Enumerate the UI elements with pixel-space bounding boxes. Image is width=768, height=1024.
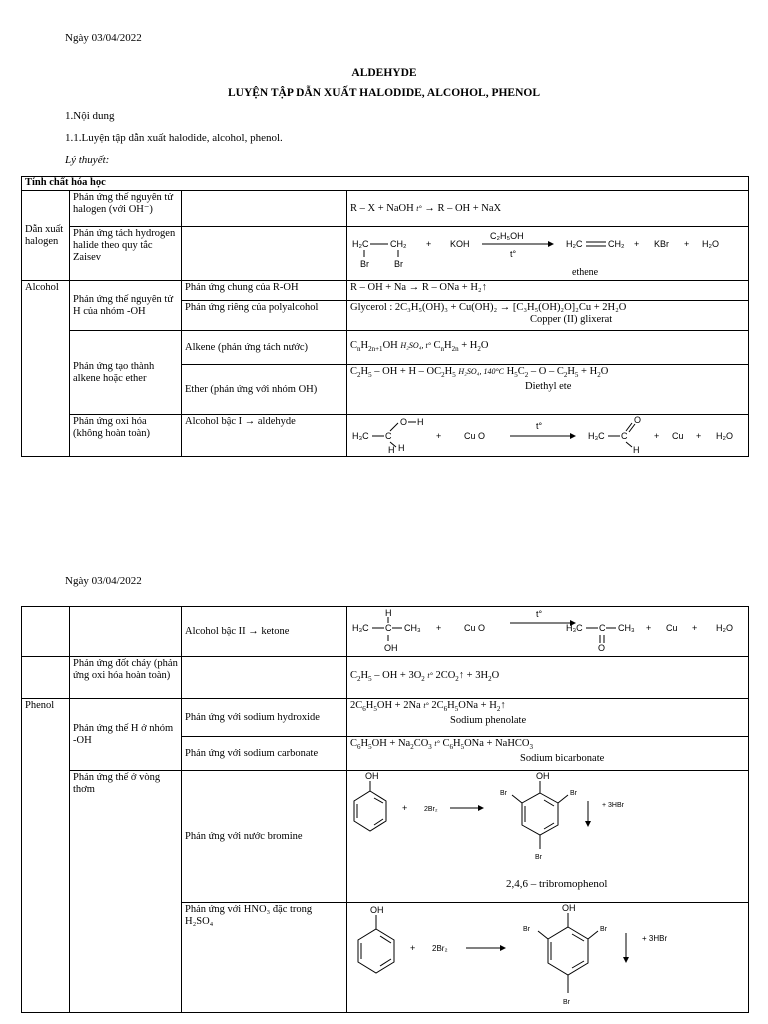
svg-text:+: + [410,943,416,953]
svg-text:t°: t° [510,249,517,259]
svg-text:H₂C: H₂C [352,239,369,249]
equation: $C_2H_5$ – OH + H – $OC_2H_5$ H₂SO₄, 140°C $H_5C_2 - O - C_2H_5 + H_2O$ Diethyl ete [347,365,749,415]
svg-text:CH₃: CH₃ [618,623,635,633]
theory-label: Lý thuyết: [65,154,110,166]
svg-text:CH₂: CH₂ [390,239,407,249]
svg-text:H₃C: H₃C [352,431,369,441]
sub-label: Phản ứng chung của R-OH [182,281,347,301]
svg-text:Cu O: Cu O [464,623,486,633]
sub-label: Alcohol bậc I → aldehyde [182,415,347,457]
row-label: Phản ứng tách hydrogen halide theo quy tắc Zaisev [70,227,182,281]
svg-text:Br: Br [535,854,542,861]
equation-oxidation-1 [347,415,749,457]
svg-text:Br: Br [563,999,570,1006]
svg-text:Br: Br [600,926,607,933]
row-label: Phản ứng thế ở vòng thơm [70,771,182,1013]
doc-title: ALDEHYDE [351,67,417,79]
svg-text:H₃C: H₃C [566,623,583,633]
svg-text:CH₃: CH₃ [404,623,421,633]
svg-text:C: C [599,623,606,633]
svg-text:H₂O: H₂O [702,239,719,249]
svg-text:OH: OH [370,905,384,915]
svg-text:Br: Br [394,259,403,269]
svg-text:Br: Br [523,926,530,933]
svg-text:C₂H₅OH: C₂H₅OH [490,231,524,241]
svg-text:O: O [400,417,408,427]
equation: $2C_6H_5OH + 2Na$ t° $2C_6H_5ONa$ + $H_2↑$ Sodium phenolate [347,699,749,737]
svg-text:Br: Br [360,259,369,269]
equation: $C_6H_5OH + Na_2CO_3$ t° $C_6H_5ONa$ + NaHCO$_3$ Sodium bicarbonate [347,737,749,771]
sub-label: Phản ứng với HNO₃ đặc trong H₂SO₄ [182,903,347,1013]
equation: Glycerol : 2C₃H₅(OH)₃ + Cu(OH)₂ → [C₃H₅(OH)₂O]₂Cu + 2H₂O Copper (II) glixerat [347,301,749,331]
svg-text:t°: t° [536,609,543,619]
svg-text:+: + [402,803,408,813]
svg-text:OH: OH [384,643,398,653]
svg-text:+: + [436,623,442,633]
svg-text:H₂O: H₂O [716,431,733,441]
svg-text:+: + [654,431,660,441]
svg-text:H: H [388,445,395,455]
svg-text:H: H [633,445,640,455]
svg-text:H₂C: H₂C [566,239,583,249]
row-label: Phản ứng tạo thành alkene hoặc ether [70,331,182,415]
svg-text:H₃C: H₃C [588,431,605,441]
row-label: Phản ứng đốt cháy (phản ứng oxi hóa hoàn toàn) [70,657,182,699]
equation: $C_2H_5$ – OH + $3O_2$ t° $2CO_2↑ + 3H_2O$ [347,657,749,699]
svg-text:OH: OH [365,771,379,781]
product-name: 2,4,6 – tribromophenol [506,878,608,890]
equation: R – OH + Na → R – ONa + H₂↑ [347,281,749,301]
sub-label: Ether (phản ứng với nhóm OH) [182,365,347,415]
section-heading: 1.Nội dung [65,110,115,122]
chem-table-2 [21,606,749,1013]
svg-text:OH: OH [562,903,576,913]
equation-elimination [347,227,749,281]
svg-text:+ 3HBr: + 3HBr [642,934,668,943]
row-label: Phản ứng thế H ở nhóm -OH [70,699,182,771]
sub-label: Phản ứng riêng của polyalcohol [182,301,347,331]
chem-table-1 [21,176,749,457]
svg-text:+ 3HBr: + 3HBr [602,802,624,809]
group-halogen: Dẫn xuất halogen [22,191,70,281]
svg-text:KBr: KBr [654,239,670,249]
svg-text:O: O [598,643,606,653]
svg-text:H₃C: H₃C [352,623,369,633]
table-header: Tính chất hóa học [22,177,749,191]
row-label: Phản ứng oxi hóa (không hoàn toàn) [70,415,182,457]
sub-label: Phản ứng với sodium carbonate [182,737,347,771]
equation: R – X + NaOH t° → R – OH + NaX [347,191,749,227]
svg-text:Cu: Cu [666,623,678,633]
row-label: Phản ứng thế nguyên tử halogen (với OH⁻) [70,191,182,227]
product-name: ethene [572,267,599,278]
subsection-heading: 1.1.Luyện tập dẫn xuất halodide, alcohol, phenol. [65,132,283,144]
svg-text:CH₂: CH₂ [608,239,625,249]
svg-text:Cu: Cu [672,431,684,441]
svg-text:C: C [385,431,392,441]
svg-text:2Br₂: 2Br₂ [424,806,438,813]
sub-label: Alkene (phản ứng tách nước) [182,331,347,365]
svg-text:+: + [684,239,690,249]
svg-text:C: C [385,623,392,633]
svg-text:+: + [634,239,640,249]
date-2: Ngày 03/04/2022 [65,575,142,587]
svg-text:H: H [398,443,405,453]
sub-label: Phản ứng với sodium hydroxide [182,699,347,737]
svg-text:O: O [634,415,642,425]
equation-bromination [347,771,749,903]
svg-text:C: C [621,431,628,441]
svg-text:+: + [426,239,432,249]
svg-text:H: H [385,608,392,618]
svg-text:Br: Br [500,790,507,797]
sub-label: Alcohol bậc II → ketone [182,607,347,657]
svg-text:+: + [696,431,702,441]
equation: $C_nH_{2n+1}OH$ H₂SO₄, t° $C_nH_{2n} + H_2O$ [347,331,749,365]
svg-text:H: H [417,417,424,427]
group-phenol: Phenol [22,699,70,1013]
svg-text:+: + [692,623,698,633]
svg-text:+: + [436,431,442,441]
svg-text:+: + [646,623,652,633]
doc-subtitle: LUYỆN TẬP DẪN XUẤT HALODIDE, ALCOHOL, PHENOL [227,87,541,99]
svg-text:Cu O: Cu O [464,431,486,441]
svg-text:KOH: KOH [450,239,470,249]
equation-oxidation-2 [347,607,749,657]
svg-text:H₂O: H₂O [716,623,733,633]
sub-label: Phản ứng với nước bromine [182,771,347,903]
svg-text:Br: Br [570,790,577,797]
group-alcohol: Alcohol [22,281,70,457]
svg-text:OH: OH [536,771,550,781]
svg-text:2Br₂: 2Br₂ [432,944,448,953]
row-label: Phản ứng thế nguyên tử H của nhóm -OH [70,281,182,331]
svg-text:t°: t° [536,421,543,431]
equation-nitration [347,903,749,1013]
date-1: Ngày 03/04/2022 [65,32,142,44]
